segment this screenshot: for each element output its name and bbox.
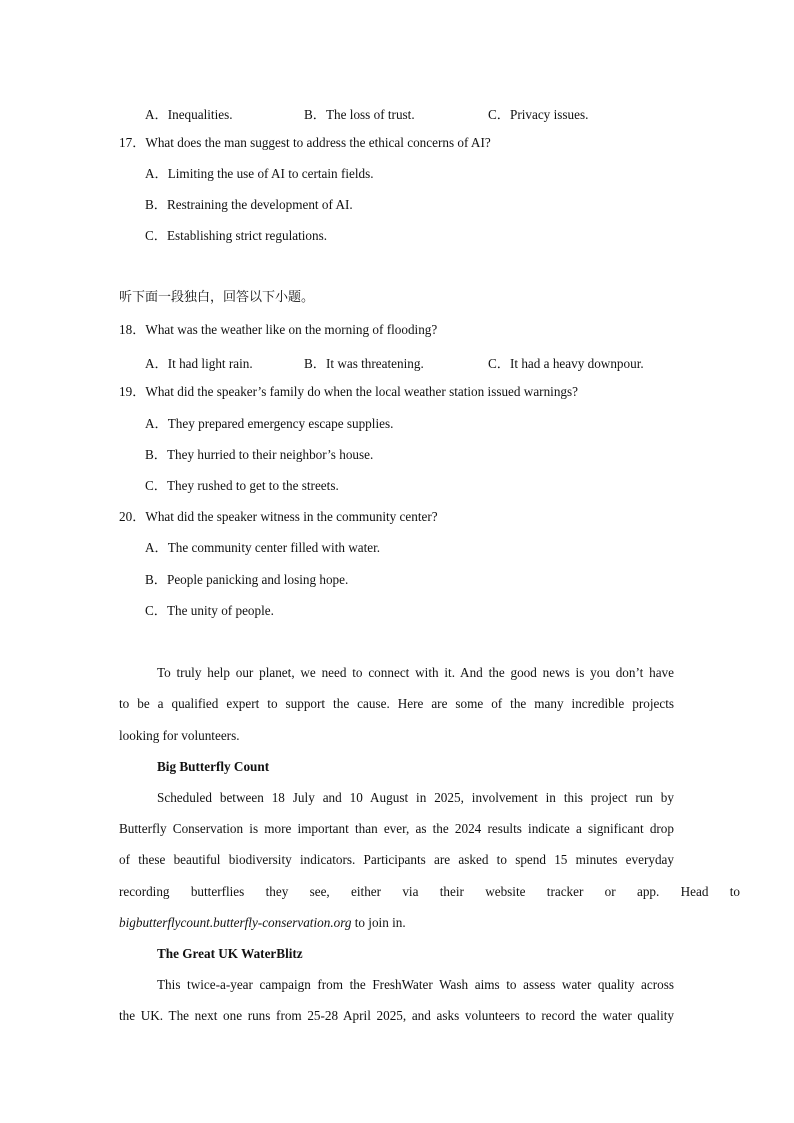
q18-question: 18．What was the weather like on the morning of flooding? (119, 322, 438, 337)
q20-option-a: A．The community center filled with water. (145, 540, 381, 555)
para1-line-4: recording butterflies they see, either via their website tracker or app. Head to (119, 884, 740, 899)
butterfly-count-link[interactable]: bigbutterflycount.butterfly-conservation.org (119, 915, 352, 930)
para1-line-3: of these beautiful biodiversity indicators. Participants are asked to spend 15 minutes everyday (119, 852, 674, 867)
passage-intro-line-1: To truly help our planet, we need to connect with it. And the good news is you don’t have (157, 665, 674, 680)
q17-option-c: C．Establishing strict regulations. (145, 228, 328, 243)
para1-line-1: Scheduled between 18 July and 10 August in 2025, involvement in this project run by (157, 790, 674, 805)
heading-big-butterfly-count: Big Butterfly Count (157, 759, 270, 774)
q19-question: 19．What did the speaker’s family do when the local weather station issued warnings? (119, 384, 578, 399)
monologue-instruction: 听下面一段独白，回答以下小题。 (119, 290, 315, 305)
q18-option-a: A．It had light rain. (145, 356, 253, 371)
passage-intro-line-3: looking for volunteers. (119, 728, 240, 743)
q19-option-b: B．They hurried to their neighbor’s house. (145, 447, 374, 462)
q20-option-c: C．The unity of people. (145, 603, 274, 618)
para2-line-2: the UK. The next one runs from 25-28 April 2025, and asks volunteers to record the water quality (119, 1008, 674, 1023)
q20-option-b: B．People panicking and losing hope. (145, 572, 349, 587)
q18-option-c: C．It had a heavy downpour. (488, 356, 644, 371)
para1-line-5 (119, 915, 406, 931)
q16-option-a: A．Inequalities. (145, 107, 233, 122)
passage-intro-line-2: to be a qualified expert to support the cause. Here are some of the many incredible projects (119, 696, 674, 711)
q17-question: 17．What does the man suggest to address the ethical concerns of AI? (119, 135, 491, 150)
q19-option-a: A．They prepared emergency escape supplies. (145, 416, 394, 431)
q17-option-a: A．Limiting the use of AI to certain fields. (145, 166, 374, 181)
q16-option-c: C．Privacy issues. (488, 107, 589, 122)
heading-great-uk-waterblitz: The Great UK WaterBlitz (157, 946, 303, 961)
q17-option-b: B．Restraining the development of AI. (145, 197, 353, 212)
q18-option-b: B．It was threatening. (304, 356, 424, 371)
para1-line-2: Butterfly Conservation is more important than ever, as the 2024 results indicate a significant drop (119, 821, 674, 836)
q16-option-b: B．The loss of trust. (304, 107, 415, 122)
q19-option-c: C．They rushed to get to the streets. (145, 478, 339, 493)
q20-question: 20．What did the speaker witness in the community center? (119, 509, 438, 524)
para1-link-suffix: to join in. (351, 915, 406, 930)
para2-line-1: This twice-a-year campaign from the FreshWater Wash aims to assess water quality across (157, 977, 674, 992)
